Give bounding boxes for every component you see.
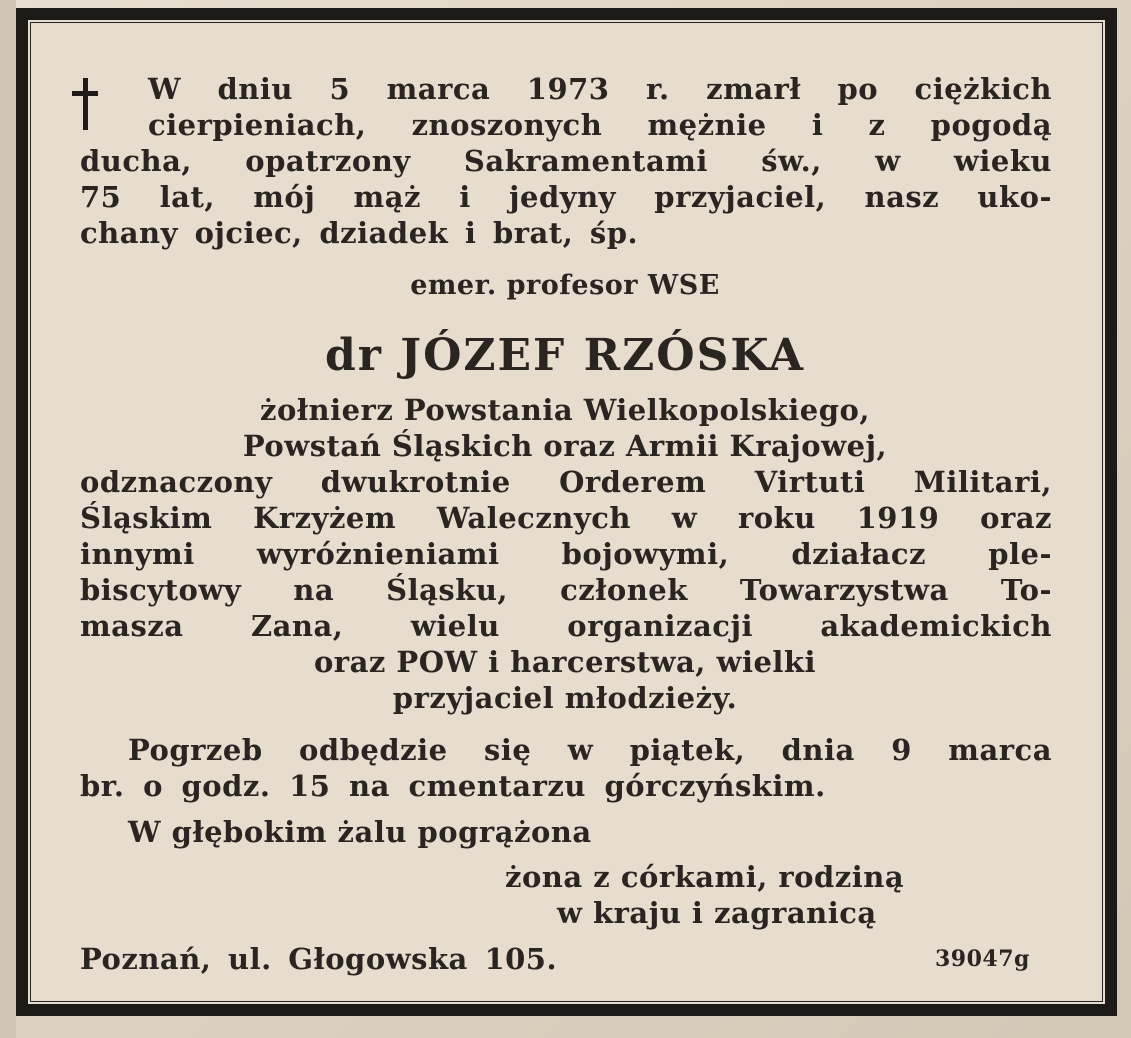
bio-line-2: Powstań Śląskich oraz Armii Krajowej, [242, 429, 888, 463]
intro-line-4: 75 lat, mój mąż i jedyny przyjaciel, nasz uko- [80, 180, 1052, 214]
family-line-1: żona z córkami, rodziną [505, 860, 905, 894]
address-line: Poznań, ul. Głogowska 105. [80, 942, 558, 976]
bio-line-7: masza Zana, wielu organizacji akademickich [80, 609, 1052, 643]
intro-line-5: chany ojciec, dziadek i brat, śp. [80, 216, 639, 250]
academic-title: emer. profesor WSE [410, 270, 720, 301]
family-line-2: w kraju i zagranicą [557, 896, 877, 930]
funeral-line-1: Pogrzeb odbędzie się w piątek, dnia 9 marca [128, 733, 1052, 767]
adjacent-clipping-edge [0, 0, 16, 1038]
intro-line-2: cierpieniach, znoszonych mężnie i z pogodą [148, 108, 1052, 142]
mourning-line: W głębokim żalu pogrążona [128, 815, 592, 849]
deceased-name: dr JÓZEF RZÓSKA [324, 330, 805, 381]
bio-line-6: biscytowy na Śląsku, członek Towarzystwa To- [80, 573, 1052, 607]
intro-line-3: ducha, opatrzony Sakramentami św., w wieku [80, 144, 1052, 178]
ad-code: 39047g [935, 946, 1030, 972]
latin-cross-icon [72, 78, 98, 130]
bio-line-8: oraz POW i harcerstwa, wielki [313, 645, 817, 679]
bio-line-9: przyjaciel młodzieży. [392, 681, 738, 715]
bio-line-5: innymi wyróżnieniami bojowymi, działacz ple- [80, 537, 1052, 571]
intro-line-1: W dniu 5 marca 1973 r. zmarł po ciężkich [148, 72, 1052, 106]
bio-line-4: Śląskim Krzyżem Walecznych w roku 1919 oraz [80, 501, 1052, 535]
funeral-line-2: br. o godz. 15 na cmentarzu górczyńskim. [80, 769, 826, 803]
bio-line-3: odznaczony dwukrotnie Orderem Virtuti Militari, [80, 465, 1052, 499]
bio-line-1: żołnierz Powstania Wielkopolskiego, [260, 393, 870, 427]
